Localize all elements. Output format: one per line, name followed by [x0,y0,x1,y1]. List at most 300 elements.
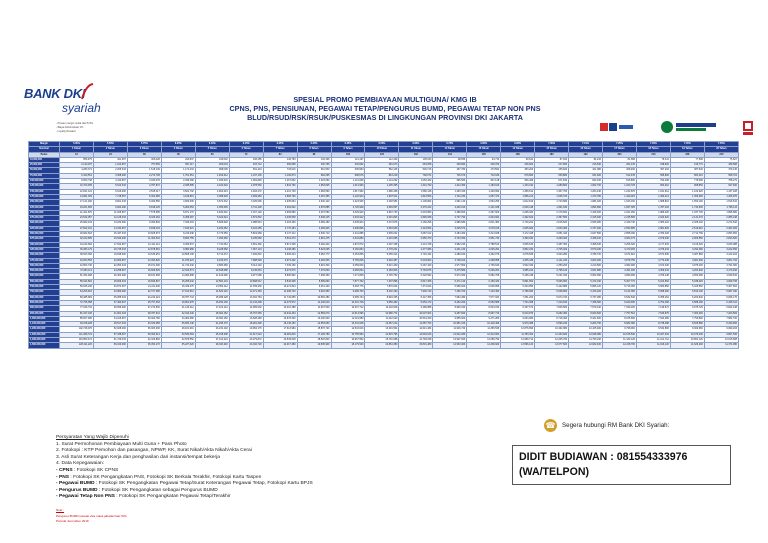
installment-cell: 14,334,667 [93,226,127,231]
installment-cell: 6,060,556 [127,200,161,205]
installment-cell: 217,960 [535,163,569,168]
installment-cell: 746,670 [433,173,467,178]
installment-cell: 6,066,176 [704,295,738,300]
installment-cell: 85,607,480 [60,316,94,321]
installment-cell: 14,933,400 [433,343,467,348]
tenor-cell: 15 Tahun [535,147,569,152]
installment-cell: 18,522,840 [297,337,331,342]
margin-label: Margin [29,142,60,147]
installment-cell: 7,363,260 [670,311,704,316]
installment-cell: 4,109,819 [161,194,195,199]
installment-cell: 13,596,120 [501,343,535,348]
requirement-item: 1. Surat Permohonan Pembiayaan Multi Guna + Pass Photo [56,441,187,447]
installment-cell: 24,242,224 [127,295,161,300]
installment-cell: 4,497,168 [365,242,399,247]
installment-cell: 6,320,592 [399,274,433,279]
installment-cell: 5,621,460 [365,263,399,268]
installment-cell: 11,916,120 [636,343,670,348]
installment-cell: 11,246,010 [297,300,331,305]
requirement-item: 4. Data Kepegawaian: [56,461,105,467]
installment-cell: 3,522,702 [161,189,195,194]
tenor-cell: 12 Tahun [433,147,467,152]
installment-cell: 2,841,384 [467,221,501,226]
installment-cell: 10,327,304 [636,332,670,337]
installment-cell: 8,718,400 [535,316,569,321]
installment-cell: 2,526,480 [569,221,603,226]
installment-cell: 4,631,880 [569,269,603,274]
requirement-cpns: - CPNS : Fotokopi SK CPNS [56,467,119,473]
installment-cell: 8,050,588 [467,300,501,305]
installment-cell: 2,201,748 [263,189,297,194]
plafond-cell: 850,000,000 [29,300,60,305]
installment-cell: 4,141,240 [535,258,569,263]
installment-cell: 18,179,520 [331,343,365,348]
tenor-cell: 4 Tahun [161,147,195,152]
tenor-cell: 8 Tahun [297,147,331,152]
installment-cell: 2,370,222 [399,205,433,210]
installment-cell: 4,770,454 [263,226,297,231]
installment-cell: 6,752,468 [636,300,670,305]
installment-cell: 1,843,506 [399,194,433,199]
installment-cell: 5,475,580 [433,269,467,274]
installment-cell: 6,200,640 [670,295,704,300]
installment-cell: 23,279,872 [229,337,263,342]
installment-cell: 2,909,984 [229,194,263,199]
installment-cell: 5,209,204 [467,269,501,274]
installment-cell: 2,272,708 [127,173,161,178]
installment-cell: 3,950,370 [399,237,433,242]
installment-cell: 11,907,540 [297,306,331,311]
installment-cell: 5,292,240 [297,242,331,247]
installment-cell: 11,155,223 [161,258,195,263]
installment-cell: 8,806,992 [263,274,297,279]
installment-cell: 5,973,360 [433,274,467,279]
installment-cell: 1,452,012 [195,173,229,178]
installment-cell: 6,616,000 [93,189,127,194]
installment-cell: 6,629,896 [467,285,501,290]
installment-cell: 6,776,056 [195,232,229,237]
installment-cell: 4,498,858 [467,258,501,263]
installment-cell: 8,340,992 [704,322,738,327]
installment-cell: 1,244,450 [433,184,467,189]
installment-cell: 5,513,333 [93,184,127,189]
installment-cell: 14,553,660 [297,322,331,327]
installment-cell: 36,363,336 [127,327,161,332]
installment-cell: 11,639,936 [229,285,263,290]
installment-cell: 2,945,826 [501,226,535,231]
installment-cell: 13,694,616 [399,332,433,337]
installment-cell: 4,231,130 [433,247,467,252]
installment-cell: 3,368,640 [569,242,603,247]
installment-cell: 1,743,680 [535,200,569,205]
plafond-cell: 800,000,000 [29,295,60,300]
installment-cell: 11,587,752 [399,322,433,327]
installment-cell: 1,137,408 [704,189,738,194]
installment-cell: 29,962,618 [60,232,94,237]
installment-cell: 3,100,320 [670,242,704,247]
installment-cell: 77,046,732 [60,306,94,311]
installment-cell: 1,525,720 [535,194,569,199]
installment-cell: 121,197 [331,157,365,162]
installment-cell: 30,530,084 [161,332,195,337]
installment-cell: 2,529,657 [365,205,399,210]
footnote-line: Periode Juni tahun 2019 [56,519,89,523]
tenor-cell: 5 Tahun [195,147,229,152]
installment-cell: 2,780,428 [636,232,670,237]
installment-cell: 7,466,700 [433,290,467,295]
note-item: - Loyalty Reward [56,130,76,133]
installment-cell: 21,617,024 [229,332,263,337]
installment-cell: 4,778,241 [365,247,399,252]
installment-cell: 4,210,800 [569,263,603,268]
installment-cell: 2,041,450 [603,210,637,215]
installment-cell: 871,840 [535,179,569,184]
tenor-cell: 7 Tahun [263,147,297,152]
installment-cell: 4,025,294 [467,247,501,252]
installment-cell: 1,020,725 [603,184,637,189]
installment-cell: 587,117 [161,163,195,168]
installment-cell: 3,302,622 [263,205,297,210]
installment-cell: 11,365,536 [467,327,501,332]
installment-cell: 4,262,076 [467,253,501,258]
installment-cell: 6,235,680 [229,237,263,242]
installment-cell: 4,477,086 [399,247,433,252]
installment-cell: 9,540,908 [263,279,297,284]
installment-cell: 14,393,820 [127,258,161,263]
installment-cell: 6,588,180 [670,300,704,305]
installment-cell: 13,232,000 [93,221,127,226]
installment-cell: 234,847 [161,157,195,162]
month-cell: 144 [433,152,467,157]
installment-cell: 4,262,940 [670,269,704,274]
installment-cell: 9,196,076 [195,258,229,263]
installment-cell: 4,545,417 [127,189,161,194]
installment-cell: 193,602 [195,157,229,162]
installment-cell: 1,662,848 [229,179,263,184]
month-cell: 192 [569,152,603,157]
installment-cell: 9,977,088 [229,274,263,279]
contact-prompt: Segera hubungi RM Bank DKI Syariah: [562,422,670,429]
margin-cell: 6.45% [331,142,365,147]
installment-cell: 1,191,612 [636,189,670,194]
plafond-cell: 450,000,000 [29,253,60,258]
installment-cell: 5,324,044 [195,216,229,221]
installment-cell: 11,432,120 [603,337,637,342]
installment-cell: 2,653,952 [704,232,738,237]
month-cell: 228 [670,152,704,157]
installment-cell: 3,579,180 [569,247,603,252]
installment-cell: 2,896,938 [399,216,433,221]
installment-cell: 2,519,010 [670,226,704,231]
installment-cell: 1,356,390 [670,194,704,199]
installment-cell: 3,972,040 [636,263,670,268]
installment-cell: 1,515,139 [127,168,161,173]
installment-cell: 4,650,480 [670,274,704,279]
installment-cell: 5,687,040 [704,290,738,295]
installment-cell: 1,653,825 [297,184,331,189]
installment-cell: 2,397,560 [535,216,569,221]
margin-cell: 5.75% [127,142,161,147]
installment-cell: 6,183,606 [365,269,399,274]
installment-cell: 4,766,448 [636,274,670,279]
installment-cell: 9,922,950 [297,290,331,295]
installment-cell: 16,540,000 [93,237,127,242]
installment-cell: 8,997,716 [467,311,501,316]
installment-cell: 1,162,620 [670,189,704,194]
installment-cell: 47,084,114 [60,269,94,274]
installment-cell: 2,935,664 [263,200,297,205]
installment-cell: 10,462,080 [535,327,569,332]
installment-cell: 10,584,480 [297,295,331,300]
askrida-logo-icon [600,120,634,134]
installment-cell: 9,955,600 [433,316,467,321]
installment-cell: 2,266,020 [501,210,535,215]
installment-cell: 8,228,068 [195,247,229,252]
installment-cell: 7,349,220 [603,306,637,311]
installment-cell: 1,706,112 [704,205,738,210]
installment-cell: 6,355,264 [636,295,670,300]
installment-cell: 132,306 [297,157,331,162]
installment-cell: 8,483,776 [331,285,365,290]
installment-cell: 1,834,790 [263,184,297,189]
installment-cell: 25,833,148 [161,322,195,327]
installment-cell: 2,120,944 [331,194,365,199]
installment-cell: 52,928,000 [93,327,127,332]
installment-cell: 236,782 [467,163,501,168]
installment-cell: 4,170,496 [704,269,738,274]
installment-cell: 7,339,160 [263,263,297,268]
installment-cell: 6,532,640 [603,295,637,300]
month-cell: 216 [636,152,670,157]
installment-cell: 2,245,595 [603,216,637,221]
installment-cell: 3,332,912 [331,216,365,221]
installment-cell: 8,282,480 [535,311,569,316]
installment-cell: 4,082,900 [603,263,637,268]
installment-cell: 18,392,152 [195,311,229,316]
installment-cell: 16,456,136 [195,300,229,305]
installment-cell: 17,121,496 [60,200,94,205]
installment-cell: 8,421,600 [569,316,603,321]
bulan-label: Bulan [29,152,60,157]
installment-cell: 2,986,680 [433,221,467,226]
plafond-cell: 375,000,000 [29,237,60,242]
installment-cell: 7,575,695 [127,210,161,215]
installment-cell: 28,669,333 [93,279,127,284]
installment-cell: 17,613,510 [161,290,195,295]
installment-cell: 3,388,028 [195,194,229,199]
installment-cell: 22,017,480 [263,343,297,348]
installment-cell: 84,216 [569,157,603,162]
installment-cell: 5,623,005 [297,247,331,252]
tenor-cell: 18 Tahun [636,147,670,152]
installment-cell: 2,131,470 [670,216,704,221]
installment-cell: 9,680,080 [195,263,229,268]
installment-cell: 2,979,030 [636,237,670,242]
installment-cell: 77,508 [670,157,704,162]
installment-cell: 4,847,872 [331,242,365,247]
installment-cell: 906,408 [501,179,535,184]
installment-cell: 6,059,840 [331,263,365,268]
installment-cell: 24,258,667 [93,269,127,274]
installment-cell: 166,285 [229,157,263,162]
installment-cell: 33,080,000 [93,290,127,295]
installment-cell: 6,344,856 [501,285,535,290]
installment-cell: 679,806 [501,173,535,178]
installment-cell: 794,408 [636,179,670,184]
installment-cell: 8,994,336 [365,295,399,300]
installment-cell: 1,514,960 [331,184,365,189]
installment-cell: 1,473,780 [569,194,603,199]
installment-cell: 1,133,010 [501,184,535,189]
installment-cell: 3,669,580 [263,210,297,215]
installment-cell: 10,615,808 [704,337,738,342]
installment-cell: 21,401,870 [60,210,94,215]
installment-cell: 6,445,312 [704,300,738,305]
month-cell: 180 [535,152,569,157]
installment-cell: 4,985,244 [501,269,535,274]
installment-cell: 4,961,475 [297,237,331,242]
installment-cell: 94,168,228 [60,322,94,327]
installment-cell: 5,666,960 [535,279,569,284]
installment-cell: 5,958,060 [636,290,670,295]
installment-cell: 57,338,667 [93,332,127,337]
plafond-cell: 275,000,000 [29,216,60,221]
installment-cell: 16,864,380 [365,343,399,348]
installment-cell: 13,077,600 [535,343,569,348]
contact-section [519,419,754,485]
installment-cell: 12,569,070 [297,311,331,316]
installment-cell: 1,323,060 [297,179,331,184]
installment-cell: 3,878,755 [603,258,637,263]
plafond-cell: 650,000,000 [29,279,60,284]
installment-cell: 119,850,472 [60,337,94,342]
installment-cell: 3,601,792 [704,258,738,263]
installment-cell: 4,532,040 [501,263,535,268]
installment-cell: 3,158,100 [569,237,603,242]
installment-cell: 3,423,654 [399,226,433,231]
bank-dki-syariah-logo [24,86,114,126]
requirements-title: Persyaratan Yang Wajib Dipenuhi [56,435,129,440]
installment-cell: 12,367,212 [365,322,399,327]
installment-cell: 9,263,760 [569,322,603,327]
installment-cell: 790,074 [399,173,433,178]
installment-cell: 14,965,632 [229,306,263,311]
plafond-cell: 425,000,000 [29,247,60,252]
installment-cell: 7,938,360 [297,274,331,279]
installment-cell: 42,423,892 [127,337,161,342]
requirement-bumd: - Pegawai BUMD : Fotokopi SK Pengangkatan Pegawai Tetap/Surat Keterangan Pegawai Tetap, Fotokopi Kartu BPJS [56,481,313,487]
installment-cell: 6,745,752 [365,274,399,279]
installment-cell: 3,307,650 [297,210,331,215]
partner-logos [590,120,760,136]
installment-cell: 968,008 [195,168,229,173]
plafond-cell: 550,000,000 [29,269,60,274]
installment-cell: 775,080 [670,179,704,184]
installment-cell: 9,064,080 [501,316,535,321]
installment-cell: 13,491,504 [365,327,399,332]
installment-cell: 6,292,052 [195,226,229,231]
installment-cell: 4,241,888 [331,232,365,237]
installment-cell: 3,177,632 [636,242,670,247]
installment-cell: 2,085,248 [704,216,738,221]
installment-cell: 44,106,667 [93,316,127,321]
installment-cell: 7,482,816 [229,253,263,258]
installment-cell: 35,227,020 [161,343,195,348]
margin-cell: 5.00% [60,142,94,147]
installment-cell: 22,310,446 [161,311,195,316]
installment-cell: 5,682,768 [467,274,501,279]
installment-cell: 99,556 [433,157,467,162]
installment-cell: 484,004 [195,163,229,168]
installment-cell: 26,464,000 [93,274,127,279]
installment-cell: 1,686,438 [365,189,399,194]
installment-cell: 2,420,020 [195,184,229,189]
installment-cell: 1,936,016 [195,179,229,184]
installment-cell: 5,504,370 [263,237,297,242]
installment-cell: 6,124,350 [603,290,637,295]
installment-cell: 3,687,012 [399,232,433,237]
installment-cell: 3,029,920 [331,210,365,215]
installment-cell: 2,367,820 [467,210,501,215]
tenor-cell: 17 Tahun [603,147,637,152]
requirements-section [56,435,313,501]
installment-cell: 30,874,667 [93,285,127,290]
installment-cell: 1,812,816 [501,200,535,205]
installment-cell: 9,099,264 [704,327,738,332]
installment-cell: 2,646,120 [297,200,331,205]
installment-cell: 3,376,234 [636,247,670,252]
plafond-cell: 350,000,000 [29,232,60,237]
month-cell: 72 [229,152,263,157]
month-cell: 96 [297,152,331,157]
installment-cell: 6,102,880 [535,285,569,290]
installment-cell: 13,937,840 [433,337,467,342]
installment-cell: 12,248,700 [603,343,637,348]
installment-cell: 947,840 [704,184,738,189]
installment-cell: 16,666,529 [127,269,161,274]
contact-name: DIDIT BUDIAWAN : 081554333976 [519,451,688,463]
installment-cell: 15,265,042 [161,279,195,284]
installment-cell: 605,984 [331,168,365,173]
installment-cell: 661,530 [297,168,331,173]
installment-cell: 4,630,710 [297,232,331,237]
installment-cell: 612,435 [603,173,637,178]
installment-cell: 7,846,560 [535,306,569,311]
installment-cell: 2,568,706 [263,194,297,199]
installment-cell: 15,801,480 [399,343,433,348]
installment-cell: 9,480,888 [399,306,433,311]
installment-cell: 10,808,512 [229,279,263,284]
installment-cell: 68,485,984 [60,295,94,300]
installment-cell: 7,307,898 [365,279,399,284]
installment-cell: 5,453,856 [331,253,365,258]
installment-cell: 28,787,641 [127,311,161,316]
installment-cell: 9,089,760 [331,290,365,295]
installment-cell: 5,284,053 [161,205,195,210]
installment-cell: 4,480,020 [433,253,467,258]
installment-cell: 1,429,015 [603,194,637,199]
margin-cell: 7.00% [535,142,569,147]
installment-cell: 87,184 [535,157,569,162]
installment-cell: 13,210,488 [263,306,297,311]
installment-cell: 1,316,790 [399,184,433,189]
installment-cell: 11,363,542 [127,237,161,242]
installment-cell: 6,651,392 [229,242,263,247]
installment-cell: 3,235,570 [433,226,467,231]
installment-cell: 8,599,890 [297,279,331,284]
plafond-cell: 1,400,000,000 [29,337,60,342]
installment-cell: 2,858,030 [603,232,637,237]
